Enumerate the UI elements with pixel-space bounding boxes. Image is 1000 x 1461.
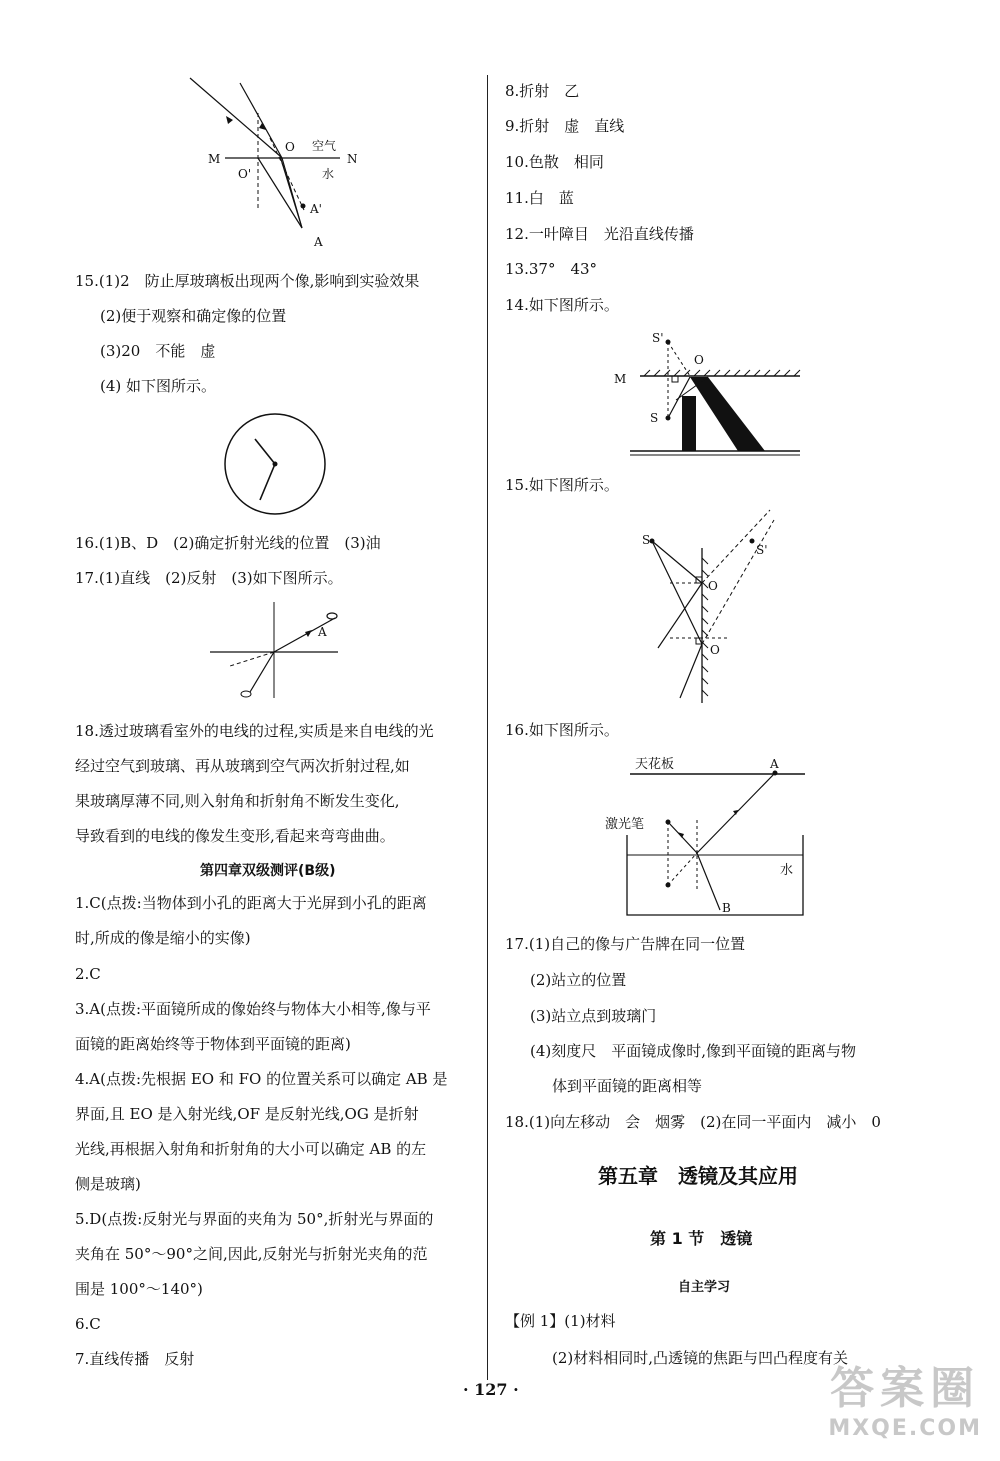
b-answer-6: 6.C <box>75 1315 101 1333</box>
b-answer-7: 7.直线传播 反射 <box>75 1350 195 1368</box>
fig-label-A: A <box>314 235 323 249</box>
mirror-shadow-figure <box>610 330 810 460</box>
b-answer-12: 12.一叶障目 光沿直线传播 <box>505 225 694 243</box>
laser-water-figure-16 <box>600 750 815 920</box>
answer-18-line-3: 果玻璃厚薄不同,则入射角和折射角不断发生变化, <box>75 792 400 810</box>
refraction-figure-left <box>190 78 380 253</box>
plane-mirror-figure-15 <box>640 508 780 703</box>
fig-label-water: 水 <box>322 167 335 181</box>
b-answer-13: 13.37° 43° <box>505 260 598 278</box>
b-answer-17-line-2: (2)站立的位置 <box>530 971 627 989</box>
fig15-label-O2: O <box>710 643 720 657</box>
example-1-line-2: (2)材料相同时,凸透镜的焦距与凹凸程度有关 <box>552 1349 849 1367</box>
fig-label-M: M <box>208 152 221 166</box>
fig14-label-S-prime: S' <box>652 331 664 345</box>
fig14-label-S: S <box>650 411 659 425</box>
answer-18-line-2: 经过空气到玻璃、再从玻璃到空气两次折射过程,如 <box>75 757 410 775</box>
answer-18-line-1: 18.透过玻璃看室外的电线的过程,实质是来自电线的光 <box>75 722 434 740</box>
b-answer-11: 11.白 蓝 <box>505 189 574 207</box>
page-number: · 127 · <box>463 1380 519 1399</box>
fig16-label-B: B <box>722 901 731 915</box>
fig16-label-water: 水 <box>780 863 794 878</box>
fig16-label-laser: 激光笔 <box>605 817 645 832</box>
b-answer-3-line-1: 3.A(点拨:平面镜所成的像始终与物体大小相等,像与平 <box>75 1000 431 1018</box>
answer-15-4: (4) 如下图所示。 <box>100 377 217 395</box>
b-answer-17-line-4: (4)刻度尺 平面镜成像时,像到平面镜的距离与物 <box>530 1042 857 1060</box>
b-answer-18: 18.(1)向左移动 会 烟雾 (2)在同一平面内 减小 0 <box>505 1113 881 1131</box>
test-heading-b: 第四章双级测评(B级) <box>200 863 336 879</box>
b-answer-10: 10.色散 相同 <box>505 153 604 171</box>
answer-15-1: 15.(1)2 防止厚玻璃板出现两个像,影响到实验效果 <box>75 272 420 290</box>
fig15-label-S-prime: S' <box>756 543 768 557</box>
fig-label-A-17: A <box>318 625 327 639</box>
fig15-label-O1: O <box>708 579 718 593</box>
b-answer-2: 2.C <box>75 965 101 983</box>
b-answer-5-line-1: 5.D(点拨:反射光与界面的夹角为 50°,折射光与界面的 <box>75 1210 434 1228</box>
answer-16: 16.(1)B、D (2)确定折射光线的位置 (3)油 <box>75 534 381 552</box>
b-answer-4-line-3: 光线,再根据入射角和折射角的大小可以确定 AB 的左 <box>75 1140 427 1158</box>
fig-label-O: O <box>285 140 295 154</box>
self-study-heading: 自主学习 <box>678 1280 731 1295</box>
b-answer-17-line-3: (3)站立点到玻璃门 <box>530 1007 657 1025</box>
fig14-label-M: M <box>614 372 627 386</box>
b-answer-4-line-2: 界面,且 EO 是入射光线,OF 是反射光线,OG 是折射 <box>75 1105 419 1123</box>
b-answer-14: 14.如下图所示。 <box>505 296 619 314</box>
watermark <box>828 1352 982 1441</box>
watermark-cn: 答案圈 <box>830 1363 981 1414</box>
fig16-label-A: A <box>770 757 779 771</box>
light-ray-figure-17 <box>210 600 340 700</box>
fig15-label-S: S <box>642 533 651 547</box>
b-answer-4-line-1: 4.A(点拨:先根据 EO 和 FO 的位置关系可以确定 AB 是 <box>75 1070 448 1088</box>
b-answer-5-line-2: 夹角在 50°～90°之间,因此,反射光与折射光夹角的范 <box>75 1245 428 1263</box>
fig14-label-O: O <box>694 353 704 367</box>
section-title: 第 1 节 透镜 <box>650 1229 753 1248</box>
b-answer-8: 8.折射 乙 <box>505 82 580 100</box>
b-answer-9: 9.折射 虚 直线 <box>505 117 625 135</box>
example-1-line-1: 【例 1】(1)材料 <box>505 1312 616 1330</box>
column-divider <box>487 75 488 1380</box>
fig-label-air: 空气 <box>312 139 337 153</box>
fig-label-N: N <box>347 152 358 166</box>
b-answer-15: 15.如下图所示。 <box>505 476 619 494</box>
watermark-en: MXQE.COM <box>828 1416 982 1441</box>
b-answer-17-line-5: 体到平面镜的距离相等 <box>552 1077 703 1095</box>
answer-18-line-4: 导致看到的电线的像发生变形,看起来弯弯曲曲。 <box>75 827 395 845</box>
fig-label-O-prime: O' <box>238 167 252 181</box>
answer-15-2: (2)便于观察和确定像的位置 <box>100 307 287 325</box>
fig16-label-ceiling: 天花板 <box>635 757 675 772</box>
b-answer-3-line-2: 面镜的距离始终等于物体到平面镜的距离) <box>75 1035 351 1053</box>
answer-17: 17.(1)直线 (2)反射 (3)如下图所示。 <box>75 569 343 587</box>
b-answer-1-line-1: 1.C(点拨:当物体到小孔的距离大于光屏到小孔的距离 <box>75 894 427 912</box>
chapter-title: 第五章 透镜及其应用 <box>598 1164 798 1188</box>
b-answer-5-line-3: 围是 100°～140°) <box>75 1280 203 1298</box>
b-answer-1-line-2: 时,所成的像是缩小的实像) <box>75 929 251 947</box>
clock-figure <box>222 412 328 518</box>
answer-15-3: (3)20 不能 虚 <box>100 342 216 360</box>
b-answer-17-line-1: 17.(1)自己的像与广告牌在同一位置 <box>505 935 746 953</box>
fig-label-A-prime: A' <box>310 202 322 216</box>
b-answer-16: 16.如下图所示。 <box>505 721 619 739</box>
b-answer-4-line-4: 侧是玻璃) <box>75 1175 141 1193</box>
fig14-label-P: P <box>700 435 709 449</box>
